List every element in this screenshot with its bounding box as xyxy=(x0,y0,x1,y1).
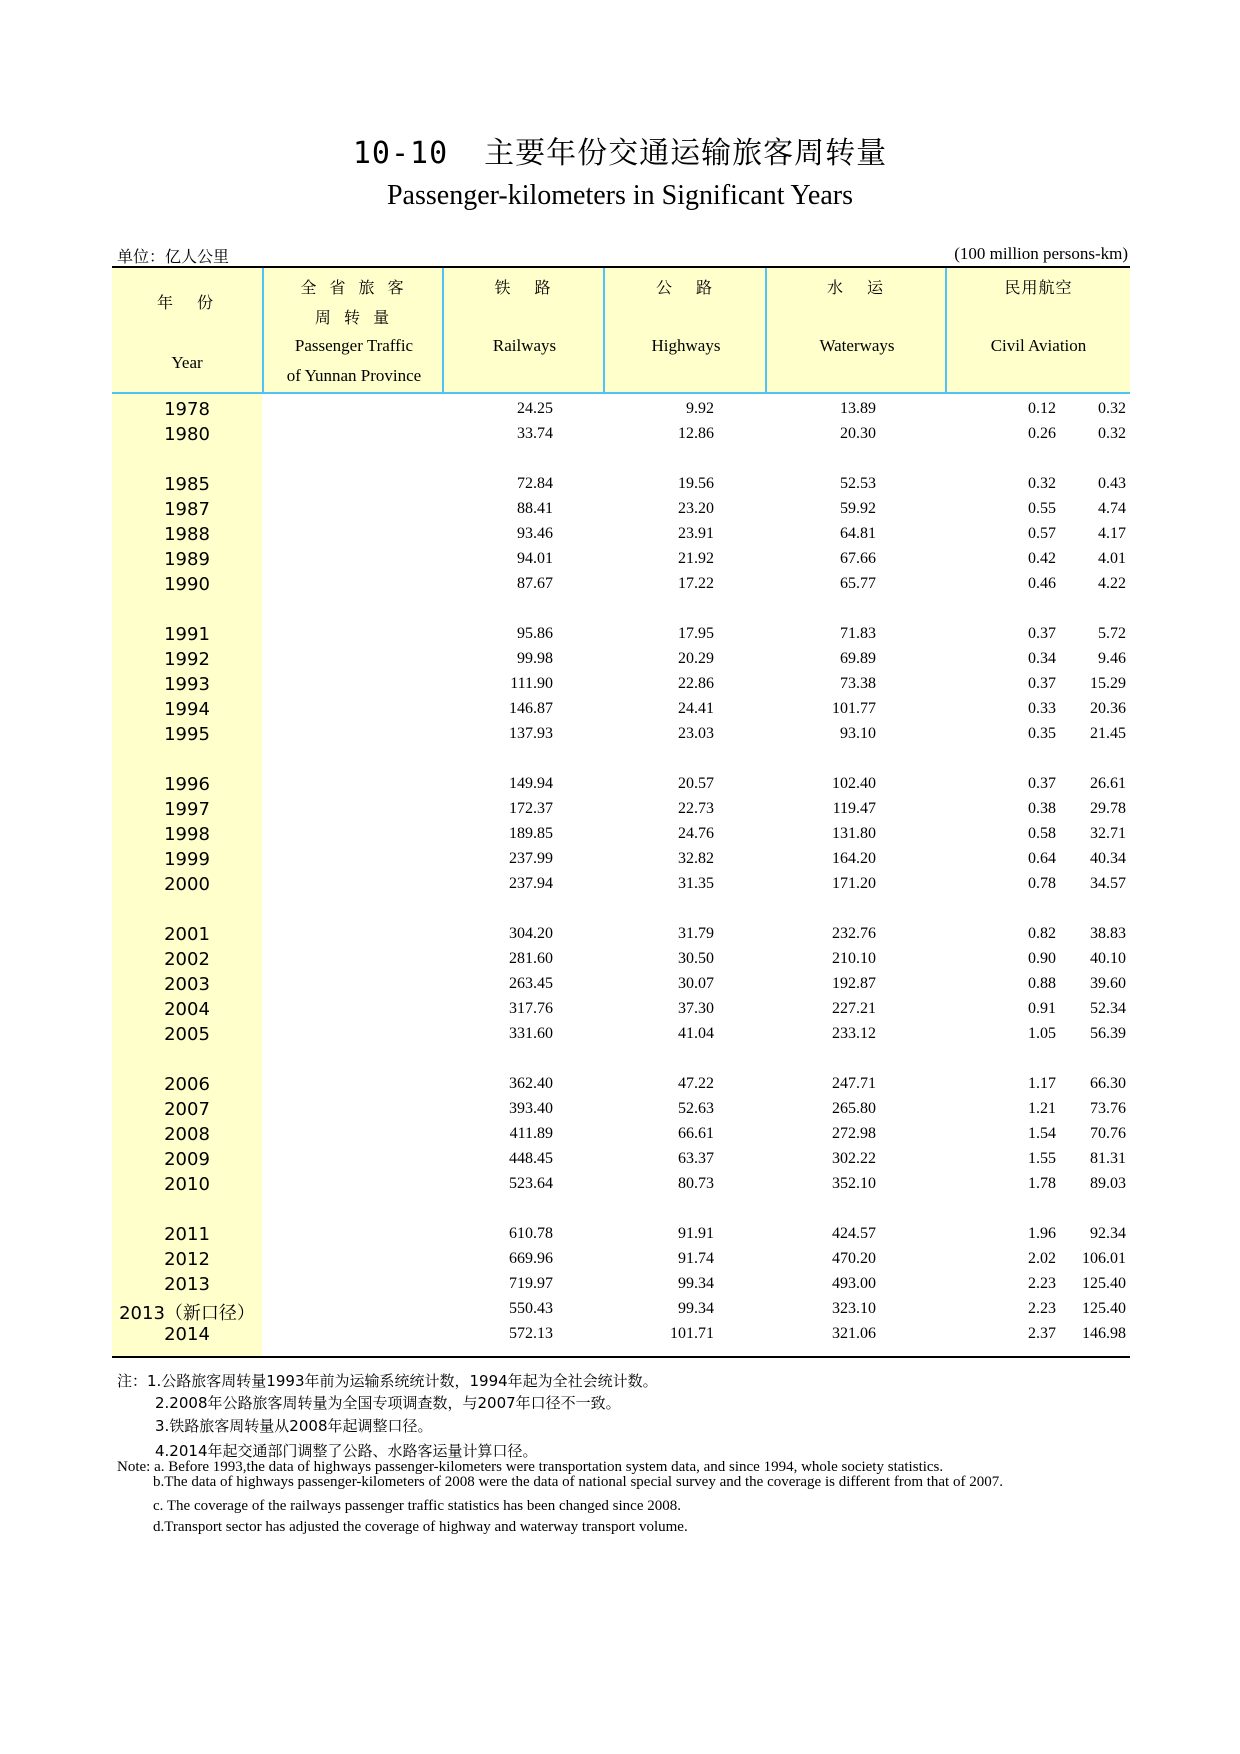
cell-water: 0.26 xyxy=(1028,425,1056,442)
cell-water: 0.90 xyxy=(1028,950,1056,967)
table-bottom-rule xyxy=(112,1356,1130,1358)
row-year: 2000 xyxy=(164,874,210,895)
header-air-en: Civil Aviation xyxy=(990,336,1087,355)
cell-air: 38.83 xyxy=(1090,925,1126,942)
cell-rail: 9.92 xyxy=(686,400,714,417)
row-year: 2013（新口径） xyxy=(119,1303,255,1324)
cell-total: 237.99 xyxy=(509,850,553,867)
table-row xyxy=(112,500,1130,525)
row-year: 1978 xyxy=(164,399,210,420)
cell-water: 0.37 xyxy=(1028,625,1056,642)
table-row xyxy=(112,1150,1130,1175)
cell-water: 0.34 xyxy=(1028,650,1056,667)
cell-highway: 131.80 xyxy=(832,825,876,842)
header-air-cn: 民用航空 xyxy=(1004,278,1073,297)
cell-rail: 63.37 xyxy=(678,1150,714,1167)
header-water-cn: 水 运 xyxy=(826,278,887,297)
table-row xyxy=(112,1225,1130,1250)
row-year: 1996 xyxy=(164,774,210,795)
header-waterways xyxy=(765,268,947,392)
cell-highway: 67.66 xyxy=(840,550,876,567)
title-cn-text: 主要年份交通运输旅客周转量 xyxy=(484,136,888,171)
table-row xyxy=(112,825,1130,850)
cell-highway: 265.80 xyxy=(832,1100,876,1117)
note-en-c: c. The coverage of the railways passenger traffic statistics has been changed since 2008. xyxy=(153,1498,681,1514)
cell-water: 0.32 xyxy=(1028,475,1056,492)
table-row xyxy=(112,850,1130,875)
cell-air: 70.76 xyxy=(1090,1125,1126,1142)
cell-total: 33.74 xyxy=(517,425,553,442)
page-title-cn xyxy=(0,128,1240,172)
cell-total: 87.67 xyxy=(517,575,553,592)
table-row xyxy=(112,1325,1130,1350)
cell-rail: 101.71 xyxy=(670,1325,714,1342)
row-year: 2001 xyxy=(164,924,210,945)
row-year: 1997 xyxy=(164,799,210,820)
cell-water: 1.96 xyxy=(1028,1225,1056,1242)
cell-water: 1.17 xyxy=(1028,1075,1056,1092)
table-row xyxy=(112,650,1130,675)
data-table xyxy=(112,266,1130,1358)
table-row xyxy=(112,1000,1130,1025)
cell-water: 0.37 xyxy=(1028,775,1056,792)
cell-rail: 31.35 xyxy=(678,875,714,892)
cell-highway: 71.83 xyxy=(840,625,876,642)
cell-air: 5.72 xyxy=(1098,625,1126,642)
cell-air: 52.34 xyxy=(1090,1000,1126,1017)
cell-rail: 22.86 xyxy=(678,675,714,692)
cell-water: 1.54 xyxy=(1028,1125,1056,1142)
table-row xyxy=(112,1025,1130,1050)
cell-total: 24.25 xyxy=(517,400,553,417)
table-row xyxy=(112,700,1130,725)
table-row xyxy=(112,975,1130,1000)
cell-water: 0.55 xyxy=(1028,500,1056,517)
cell-highway: 119.47 xyxy=(832,800,876,817)
cell-air: 40.34 xyxy=(1090,850,1126,867)
cell-rail: 20.57 xyxy=(678,775,714,792)
cell-air: 125.40 xyxy=(1082,1300,1126,1317)
cell-highway: 64.81 xyxy=(840,525,876,542)
unit-label-cn: 单位：亿人公里 xyxy=(117,247,230,266)
cell-water: 2.02 xyxy=(1028,1250,1056,1267)
cell-water: 1.05 xyxy=(1028,1025,1056,1042)
cell-rail: 19.56 xyxy=(678,475,714,492)
cell-air: 0.32 xyxy=(1098,425,1126,442)
cell-water: 2.23 xyxy=(1028,1275,1056,1292)
note-en-a: Note: a. Before 1993,the data of highways passenger-kilometers were transportation system data, and since 1994, whole society statistics. xyxy=(117,1459,944,1475)
cell-rail: 99.34 xyxy=(678,1275,714,1292)
cell-total: 137.93 xyxy=(509,725,553,742)
cell-total: 99.98 xyxy=(517,650,553,667)
header-railways xyxy=(442,268,605,392)
cell-air: 81.31 xyxy=(1090,1150,1126,1167)
cell-rail: 47.22 xyxy=(678,1075,714,1092)
cell-air: 66.30 xyxy=(1090,1075,1126,1092)
cell-highway: 227.21 xyxy=(832,1000,876,1017)
table-row xyxy=(112,875,1130,900)
cell-total: 550.43 xyxy=(509,1300,553,1317)
cell-total: 281.60 xyxy=(509,950,553,967)
cell-water: 0.12 xyxy=(1028,400,1056,417)
cell-total: 304.20 xyxy=(509,925,553,942)
table-row xyxy=(112,1300,1130,1325)
cell-water: 0.37 xyxy=(1028,675,1056,692)
cell-highway: 232.76 xyxy=(832,925,876,942)
header-rail-en: Railways xyxy=(492,336,557,355)
cell-rail: 24.76 xyxy=(678,825,714,842)
cell-air: 0.32 xyxy=(1098,400,1126,417)
cell-total: 263.45 xyxy=(509,975,553,992)
cell-rail: 12.86 xyxy=(678,425,714,442)
row-year: 2011 xyxy=(164,1224,210,1245)
note-cn-1: 注：1.公路旅客周转量1993年前为运输系统统计数，1994年起为全社会统计数。 xyxy=(117,1372,658,1390)
cell-total: 94.01 xyxy=(517,550,553,567)
cell-highway: 164.20 xyxy=(832,850,876,867)
cell-highway: 52.53 xyxy=(840,475,876,492)
header-water-en: Waterways xyxy=(819,336,895,355)
cell-water: 0.42 xyxy=(1028,550,1056,567)
row-year: 2003 xyxy=(164,974,210,995)
row-year: 2005 xyxy=(164,1024,210,1045)
cell-water: 0.88 xyxy=(1028,975,1056,992)
row-year: 1980 xyxy=(164,424,210,445)
cell-air: 29.78 xyxy=(1090,800,1126,817)
cell-highway: 102.40 xyxy=(832,775,876,792)
table-row xyxy=(112,800,1130,825)
cell-water: 2.23 xyxy=(1028,1300,1056,1317)
cell-air: 40.10 xyxy=(1090,950,1126,967)
header-year-en: Year xyxy=(171,353,203,372)
cell-total: 719.97 xyxy=(509,1275,553,1292)
cell-water: 0.78 xyxy=(1028,875,1056,892)
cell-air: 4.22 xyxy=(1098,575,1126,592)
row-year: 2002 xyxy=(164,949,210,970)
cell-total: 523.64 xyxy=(509,1175,553,1192)
cell-rail: 80.73 xyxy=(678,1175,714,1192)
cell-rail: 17.95 xyxy=(678,625,714,642)
cell-rail: 23.20 xyxy=(678,500,714,517)
cell-highway: 59.92 xyxy=(840,500,876,517)
cell-rail: 99.34 xyxy=(678,1300,714,1317)
cell-rail: 23.91 xyxy=(678,525,714,542)
cell-air: 39.60 xyxy=(1090,975,1126,992)
cell-water: 0.46 xyxy=(1028,575,1056,592)
cell-water: 1.78 xyxy=(1028,1175,1056,1192)
note-cn-3: 3.铁路旅客周转量从2008年起调整口径。 xyxy=(155,1417,433,1435)
row-year: 2012 xyxy=(164,1249,210,1270)
cell-highway: 272.98 xyxy=(832,1125,876,1142)
row-year: 1988 xyxy=(164,524,210,545)
cell-rail: 91.91 xyxy=(678,1225,714,1242)
table-row xyxy=(112,1075,1130,1100)
cell-total: 331.60 xyxy=(509,1025,553,1042)
row-year: 1987 xyxy=(164,499,210,520)
table-row xyxy=(112,1250,1130,1275)
cell-rail: 30.07 xyxy=(678,975,714,992)
cell-total: 146.87 xyxy=(509,700,553,717)
row-year: 1999 xyxy=(164,849,210,870)
cell-total: 448.45 xyxy=(509,1150,553,1167)
header-total-en1: Passenger Traffic xyxy=(294,336,414,355)
row-year: 2006 xyxy=(164,1074,210,1095)
cell-highway: 93.10 xyxy=(840,725,876,742)
cell-highway: 192.87 xyxy=(832,975,876,992)
cell-water: 0.58 xyxy=(1028,825,1056,842)
row-year: 2014 xyxy=(164,1324,210,1345)
row-year: 2007 xyxy=(164,1099,210,1120)
cell-water: 2.37 xyxy=(1028,1325,1056,1342)
cell-water: 0.35 xyxy=(1028,725,1056,742)
cell-total: 669.96 xyxy=(509,1250,553,1267)
cell-rail: 22.73 xyxy=(678,800,714,817)
table-row xyxy=(112,1175,1130,1200)
note-cn-2: 2.2008年公路旅客周转量为全国专项调查数，与2007年口径不一致。 xyxy=(155,1394,621,1412)
row-year: 1998 xyxy=(164,824,210,845)
header-civil-aviation xyxy=(945,268,1130,392)
cell-rail: 66.61 xyxy=(678,1125,714,1142)
row-year: 1993 xyxy=(164,674,210,695)
row-year: 1994 xyxy=(164,699,210,720)
cell-air: 9.46 xyxy=(1098,650,1126,667)
cell-total: 189.85 xyxy=(509,825,553,842)
cell-rail: 37.30 xyxy=(678,1000,714,1017)
note-en-d: d.Transport sector has adjusted the coverage of highway and waterway transport volume. xyxy=(153,1519,688,1535)
row-year: 2008 xyxy=(164,1124,210,1145)
cell-highway: 210.10 xyxy=(832,950,876,967)
table-row xyxy=(112,925,1130,950)
table-row xyxy=(112,950,1130,975)
cell-highway: 69.89 xyxy=(840,650,876,667)
cell-highway: 323.10 xyxy=(832,1300,876,1317)
row-year: 1985 xyxy=(164,474,210,495)
cell-water: 0.38 xyxy=(1028,800,1056,817)
cell-air: 89.03 xyxy=(1090,1175,1126,1192)
cell-air: 26.61 xyxy=(1090,775,1126,792)
table-row xyxy=(112,775,1130,800)
cell-total: 411.89 xyxy=(509,1125,553,1142)
cell-total: 149.94 xyxy=(509,775,553,792)
cell-rail: 91.74 xyxy=(678,1250,714,1267)
cell-highway: 20.30 xyxy=(840,425,876,442)
cell-highway: 73.38 xyxy=(840,675,876,692)
cell-total: 393.40 xyxy=(509,1100,553,1117)
cell-highway: 470.20 xyxy=(832,1250,876,1267)
cell-air: 32.71 xyxy=(1090,825,1126,842)
cell-air: 56.39 xyxy=(1090,1025,1126,1042)
cell-air: 15.29 xyxy=(1090,675,1126,692)
cell-total: 362.40 xyxy=(509,1075,553,1092)
cell-air: 4.74 xyxy=(1098,500,1126,517)
cell-highway: 352.10 xyxy=(832,1175,876,1192)
table-row xyxy=(112,425,1130,450)
table-row xyxy=(112,625,1130,650)
table-row xyxy=(112,575,1130,600)
cell-highway: 493.00 xyxy=(832,1275,876,1292)
cell-air: 21.45 xyxy=(1090,725,1126,742)
cell-rail: 41.04 xyxy=(678,1025,714,1042)
cell-total: 610.78 xyxy=(509,1225,553,1242)
header-highway-cn: 公 路 xyxy=(655,278,716,297)
cell-air: 0.43 xyxy=(1098,475,1126,492)
cell-air: 4.01 xyxy=(1098,550,1126,567)
cell-total: 317.76 xyxy=(509,1000,553,1017)
cell-water: 0.82 xyxy=(1028,925,1056,942)
cell-total: 111.90 xyxy=(510,675,553,692)
header-rail-cn: 铁 路 xyxy=(494,278,555,297)
table-header xyxy=(112,266,1130,394)
cell-total: 237.94 xyxy=(509,875,553,892)
cell-water: 0.33 xyxy=(1028,700,1056,717)
table-row xyxy=(112,550,1130,575)
cell-highway: 424.57 xyxy=(832,1225,876,1242)
cell-air: 92.34 xyxy=(1090,1225,1126,1242)
cell-highway: 65.77 xyxy=(840,575,876,592)
cell-rail: 32.82 xyxy=(678,850,714,867)
table-row xyxy=(112,400,1130,425)
cell-rail: 20.29 xyxy=(678,650,714,667)
cell-rail: 24.41 xyxy=(678,700,714,717)
cell-rail: 31.79 xyxy=(678,925,714,942)
row-year: 2009 xyxy=(164,1149,210,1170)
row-year: 1992 xyxy=(164,649,210,670)
cell-total: 72.84 xyxy=(517,475,553,492)
cell-water: 0.57 xyxy=(1028,525,1056,542)
cell-air: 20.36 xyxy=(1090,700,1126,717)
table-row xyxy=(112,675,1130,700)
header-total xyxy=(262,268,444,392)
cell-air: 4.17 xyxy=(1098,525,1126,542)
cell-highway: 302.22 xyxy=(832,1150,876,1167)
cell-air: 146.98 xyxy=(1082,1325,1126,1342)
cell-rail: 21.92 xyxy=(678,550,714,567)
cell-water: 1.55 xyxy=(1028,1150,1056,1167)
header-highway-en: Highways xyxy=(651,336,721,355)
cell-highway: 171.20 xyxy=(832,875,876,892)
cell-highway: 101.77 xyxy=(832,700,876,717)
row-year: 1995 xyxy=(164,724,210,745)
unit-label-en: (100 million persons-km) xyxy=(954,244,1128,263)
cell-rail: 23.03 xyxy=(678,725,714,742)
cell-water: 0.91 xyxy=(1028,1000,1056,1017)
row-year: 1989 xyxy=(164,549,210,570)
table-row xyxy=(112,1100,1130,1125)
cell-total: 172.37 xyxy=(509,800,553,817)
header-total-cn2: 周 转 量 xyxy=(314,308,394,327)
cell-highway: 321.06 xyxy=(832,1325,876,1342)
table-row xyxy=(112,1275,1130,1300)
cell-total: 93.46 xyxy=(517,525,553,542)
note-en-b: b.The data of highways passenger-kilometers of 2008 were the data of national special survey and the coverage is different from that of 2007. xyxy=(153,1474,1003,1490)
cell-highway: 13.89 xyxy=(840,400,876,417)
note-cn-4: 4.2014年起交通部门调整了公路、水路客运量计算口径。 xyxy=(155,1442,538,1460)
cell-air: 125.40 xyxy=(1082,1275,1126,1292)
row-year: 1991 xyxy=(164,624,210,645)
header-highways xyxy=(603,268,767,392)
row-year: 2010 xyxy=(164,1174,210,1195)
header-year xyxy=(112,268,262,392)
cell-total: 95.86 xyxy=(517,625,553,642)
cell-rail: 30.50 xyxy=(678,950,714,967)
cell-air: 106.01 xyxy=(1082,1250,1126,1267)
cell-highway: 247.71 xyxy=(832,1075,876,1092)
cell-water: 1.21 xyxy=(1028,1100,1056,1117)
row-year: 1990 xyxy=(164,574,210,595)
header-total-cn1: 全 省 旅 客 xyxy=(300,278,408,297)
row-year: 2013 xyxy=(164,1274,210,1295)
cell-total: 88.41 xyxy=(517,500,553,517)
row-year: 2004 xyxy=(164,999,210,1020)
table-row xyxy=(112,1125,1130,1150)
cell-water: 0.64 xyxy=(1028,850,1056,867)
table-row xyxy=(112,475,1130,500)
header-year-cn: 年 份 xyxy=(156,293,217,312)
page-title-en: Passenger-kilometers in Significant Years xyxy=(386,180,854,211)
table-row xyxy=(112,525,1130,550)
table-number: 10-10 xyxy=(352,136,449,171)
cell-air: 34.57 xyxy=(1090,875,1126,892)
table-row xyxy=(112,725,1130,750)
cell-rail: 52.63 xyxy=(678,1100,714,1117)
cell-total: 572.13 xyxy=(509,1325,553,1342)
cell-highway: 233.12 xyxy=(832,1025,876,1042)
cell-air: 73.76 xyxy=(1090,1100,1126,1117)
cell-rail: 17.22 xyxy=(678,575,714,592)
header-total-en2: of Yunnan Province xyxy=(286,366,422,385)
